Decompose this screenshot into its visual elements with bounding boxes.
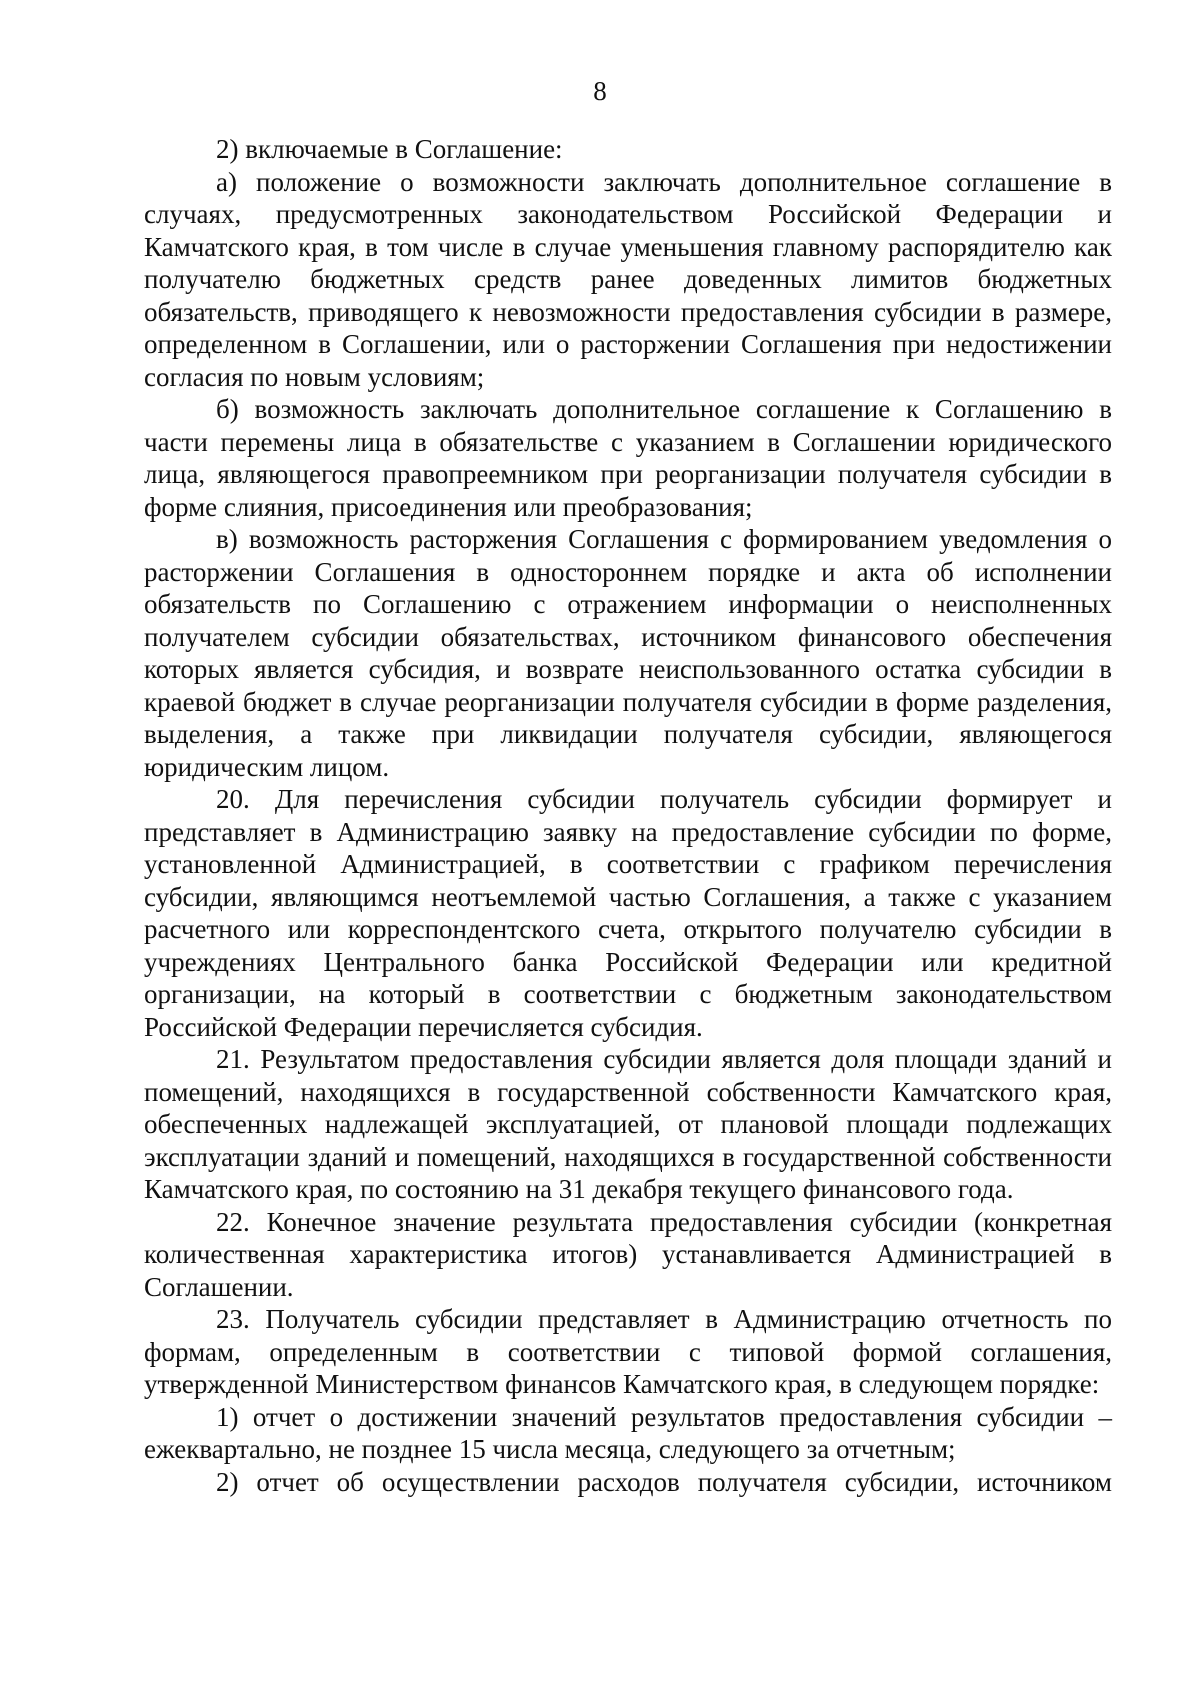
paragraph-report-1: 1) отчет о достижении значений результатов предоставления субсидии – ежеквартально, не позднее 15 числа месяца, следующего за отчетным; [144, 1401, 1112, 1464]
paragraph-clause-20: 20. Для перечисления субсидии получатель субсидии формирует и представляет в Администрацию заявку на предоставление субсидии по форме, установленной Администрацией, в соответствии с графиком перечисления субсидии, являющимся неотъемлемой частью Соглашения, а также с указанием расчетного или корреспондентского счета, открытого получателю субсидии в учреждениях Центрального банка Российской Федерации или кредитной организации, на который в соответствии с бюджетным законодательством Российской Федерации перечисляется субсидия. [144, 784, 1112, 1042]
paragraph-clause-21: 21. Результатом предоставления субсидии является доля площади зданий и помещений, находящихся в государственной собственности Камчатского края, обеспеченных надлежащей эксплуатацией, от плановой площади подлежащих эксплуатации зданий и помещений, находящихся в государственной собственности Камчатского края, по состоянию на 31 декабря текущего финансового года. [144, 1044, 1112, 1204]
paragraph-report-2: 2) отчет об осуществлении расходов получателя субсидии, источником [216, 1466, 1112, 1497]
paragraph-subitem-v: в) возможность расторжения Соглашения с формированием уведомления о расторжении Соглашения в одностороннем порядке и акта об исполнении обязательств по Соглашению с отражением информации о неисполненных получателем субсидии обязательствах, источником финансового обеспечения которых является субсидия, и возврате неиспользованного остатка субсидии в краевой бюджет в случае реорганизации получателя субсидии в форме разделения, выделения, а также при ликвидации получателя субсидии, являющегося юридическим лицом. [144, 524, 1112, 782]
paragraph-subitem-b: б) возможность заключать дополнительное соглашение к Соглашению в части перемены лица в обязательстве с указанием в Соглашении юридического лица, являющегося правопреемником при реорганизации получателя субсидии в форме слияния, присоединения или преобразования; [144, 394, 1112, 522]
paragraph-subitem-a: а) положение о возможности заключать дополнительное соглашение в случаях, предусмотренных законодательством Российской Федерации и Камчатского края, в том числе в случае уменьшения главному распорядителю как получателю бюджетных средств ранее доведенных лимитов бюджетных обязательств, приводящего к невозможности предоставления субсидии в размере, определенном в Соглашении, или о расторжении Соглашения при недостижении согласия по новым условиям; [144, 166, 1112, 392]
page-number: 8 [593, 76, 607, 106]
paragraph-clause-23: 23. Получатель субсидии представляет в Администрацию отчетность по формам, определенным в соответствии с типовой формой соглашения, утвержденной Министерством финансов Камчатского края, в следующем порядке: [144, 1304, 1112, 1399]
paragraph-clause-22: 22. Конечное значение результата предоставления субсидии (конкретная количественная характеристика итогов) устанавливается Администрацией в Соглашении. [144, 1206, 1112, 1302]
document-body [144, 133, 1112, 1498]
paragraph-list-item-2-included: 2) включаемые в Соглашение: [216, 134, 563, 164]
